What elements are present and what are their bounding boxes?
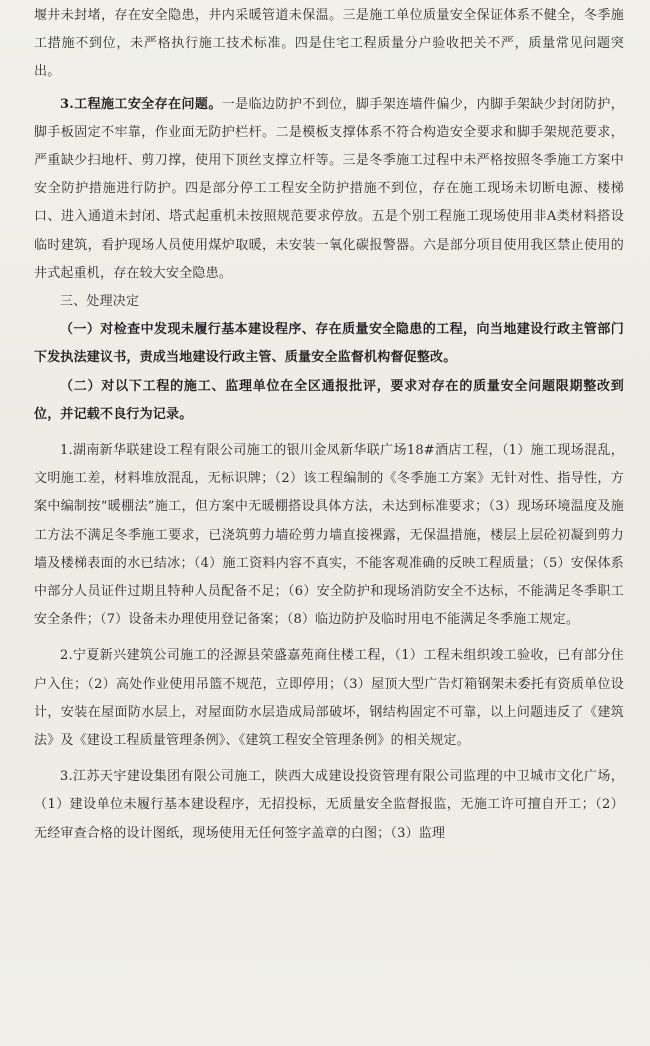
safety-issues-heading: 3.工程施工安全存在问题。 bbox=[60, 96, 222, 112]
project-item-1: 1.湖南新华联建设工程有限公司施工的银川金凤新华联广场18#酒店工程，（1）施工现场混乱，文明施工差，材料堆放混乱，无标识牌；（2）该工程编制的《冬季施工方案》无针对性、指导性，方案中编制按“暖棚法”施工，但方案中无暖棚搭设具体方法，未达到标准要求；（3）现场环境温度及施工方法不满足冬季施工要求，已浇筑剪力墙砼剪力墙直接裸露，无保温措施，楼层上层砼初凝到剪力墙及楼梯表面的水已结冰；（4）施工资料内容不真实，不能客观准确的反映工程质量；（5）安保体系中部分人员证件过期且特种人员配备不足；（6）安全防护和现场消防安全不达标，不能满足冬季职工安全条件；（7）设备未办理使用登记备案；（8）临边防护及临时用电不能满足冬季施工规定。 bbox=[34, 443, 624, 628]
project-item-3: 3.江苏天宇建设集团有限公司施工，陕西大成建设投资管理有限公司监理的中卫城市文化广场，（1）建设单位未履行基本建设程序，无招投标，无质量安全监督报监，无施工许可擅自开工；（2）无经审查合格的设计图纸，现场使用无任何签字盖章的白图；（3）监理 bbox=[34, 769, 624, 841]
paragraph-safety-issues bbox=[34, 91, 624, 288]
decision-one: （一）对检查中发现未履行基本建设程序、存在质量安全隐患的工程，向当地建设行政主管部门下发执法建议书，责成当地建设行政主管、质量安全监督机构督促整改。 bbox=[34, 322, 624, 366]
document-body bbox=[34, 2, 624, 848]
project-item-2: 2.宁夏新兴建筑公司施工的泾源县荣盛嘉苑商住楼工程，（1）工程未组织竣工验收，已有部分住户入住；（2）高处作业使用吊篮不规范，立即停用；（3）屋顶大型广告灯箱钢架未委托有资质单位设计，安装在屋面防水层上，对屋面防水层造成局部破坏，钢结构固定不可靠，以上问题违反了《建筑法》及《建设工程质量管理条例》、《建筑工程安全管理条例》的相关规定。 bbox=[34, 648, 624, 749]
decision-two: （二）对以下工程的施工、监理单位在全区通报批评，要求对存在的质量安全问题限期整改到位，并记载不良行为记录。 bbox=[34, 378, 624, 422]
section-heading: 三、处理决定 bbox=[60, 294, 140, 310]
paragraph-continuation: 堰井未封堵，存在安全隐患，井内采暖管道未保温。三是施工单位质量安全保证体系不健全，冬季施工措施不到位，未严格执行施工技术标准。四是住宅工程质量分户验收把关不严，质量常见问题突出。 bbox=[34, 8, 624, 80]
safety-issues-body: 一是临边防护不到位，脚手架连墙件偏少，内脚手架缺少封闭防护，脚手板固定不牢靠，作业面无防护栏杆。二是模板支撑体系不符合构造安全要求和脚手架规范要求，严重缺少扫地杆、剪刀撑，使用下顶丝支撑立杆等。三是冬季施工过程中未严格按照冬季施工方案中安全防护措施进行防护。四是部分停工工程安全防护措施不到位，存在施工现场未切断电源、楼梯口、进入通道未封闭、塔式起重机未按照规范要求停放。五是个别工程施工现场使用非A类材料搭设临时建筑，看护现场人员使用煤炉取暖，未安装一氧化碳报警器。六是部分项目使用我区禁止使用的井式起重机，存在较大安全隐患。 bbox=[34, 96, 624, 281]
